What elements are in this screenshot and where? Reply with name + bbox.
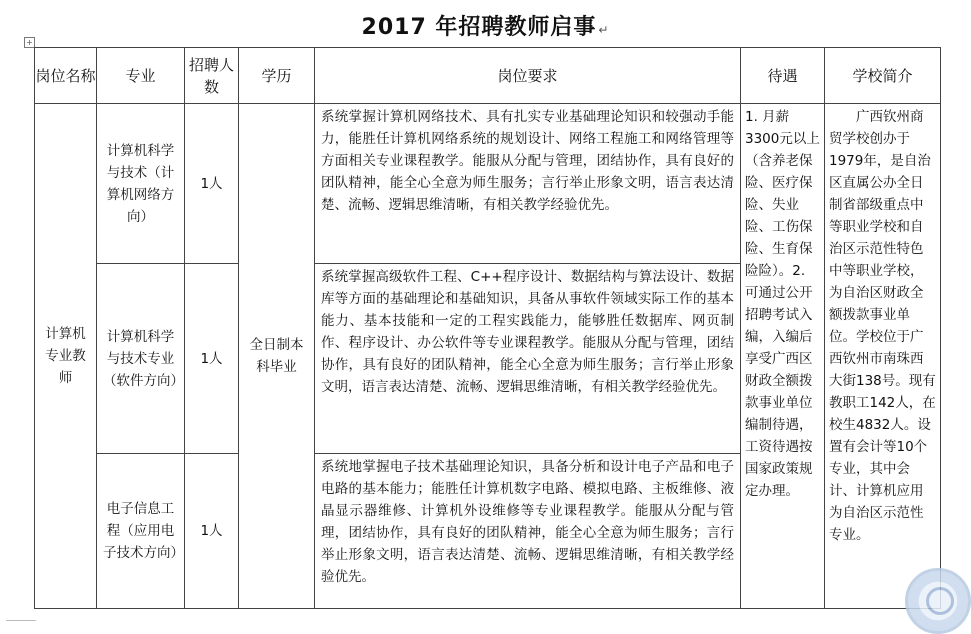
table-row <box>35 104 941 264</box>
table-move-handle-icon[interactable]: + <box>24 37 35 48</box>
header-major: 专业 <box>97 48 185 104</box>
header-row <box>35 48 941 104</box>
header-school: 学校简介 <box>825 48 941 104</box>
school-seal-logo <box>905 568 971 634</box>
education-cell: 全日制本科毕业 <box>239 104 315 609</box>
header-education: 学历 <box>239 48 315 104</box>
count-cell: 1人 <box>185 104 239 264</box>
page-corner-mark <box>6 620 36 629</box>
school-intro-cell: 广西钦州商贸学校创办于1979年，是自治区直属公办全日制省部级重点中等职业学校和自治区示范性特色中等职业学校，为自治区财政全额拨款事业单位。学校位于广西钦州市南珠西大街138号。现有教职工142人，在校生4832人。设置有会计等10个专业，其中会计、计算机应用为自治区示范性专业。 <box>825 104 941 609</box>
paragraph-mark-icon: ↵ <box>598 23 610 37</box>
header-count: 招聘人数 <box>185 48 239 104</box>
count-cell: 1人 <box>185 264 239 454</box>
header-position: 岗位名称 <box>35 48 97 104</box>
major-cell: 计算机科学与技术专业（软件方向） <box>97 264 185 454</box>
title-text: 2017 年招聘教师启事 <box>361 15 597 40</box>
recruitment-table <box>34 47 941 609</box>
requirements-cell: 系统地掌握电子技术基础理论知识，具备分析和设计电子产品和电子电路的基本能力；能胜任计算机数字电路、模拟电路、主板维修、液晶显示器维修、计算机外设维修等专业课程教学。能服从分配与管理，团结协作，具有良好的团队精神，能全心全意为师生服务；言行举止形象文明，语言表达清楚、流畅、逻辑思维清晰，有相关教学经验优先。 <box>315 454 741 609</box>
document-title <box>0 10 971 41</box>
major-cell: 计算机科学与技术（计算机网络方向） <box>97 104 185 264</box>
treatment-cell: 1. 月薪3300元以上（含养老保险、医疗保险、失业险、工伤保险、生育保险险）。2. 可通过公开招聘考试入编，入编后享受广西区财政全额拨款事业单位编制待遇，工资待遇按国家政策规定办理。 <box>741 104 825 609</box>
requirements-cell: 系统掌握高级软件工程、C++程序设计、数据结构与算法设计、数据库等方面的基础理论和基础知识，具备从事软件领域实际工作的基本能力、基本技能和一定的工程实践能力，能够胜任数据库、网页制作、程序设计、办公软件等专业课程教学。能服从分配与管理，团结协作，具有良好的团队精神，能全心全意为师生服务；言行举止形象文明，语言表达清楚、流畅、逻辑思维清晰，有相关教学经验优先。 <box>315 264 741 454</box>
header-treatment: 待遇 <box>741 48 825 104</box>
header-requirements: 岗位要求 <box>315 48 741 104</box>
major-cell: 电子信息工程（应用电子技术方向） <box>97 454 185 609</box>
count-cell: 1人 <box>185 454 239 609</box>
position-name-cell: 计算机专业教师 <box>35 104 97 609</box>
requirements-cell: 系统掌握计算机网络技术、具有扎实专业基础理论知识和较强动手能力，能胜任计算机网络系统的规划设计、网络工程施工和网络管理等方面相关专业课程教学。能服从分配与管理，团结协作，具有良好的团队精神，能全心全意为师生服务；言行举止形象文明，语言表达清楚、流畅、逻辑思维清晰，有相关教学经验优先。 <box>315 104 741 264</box>
